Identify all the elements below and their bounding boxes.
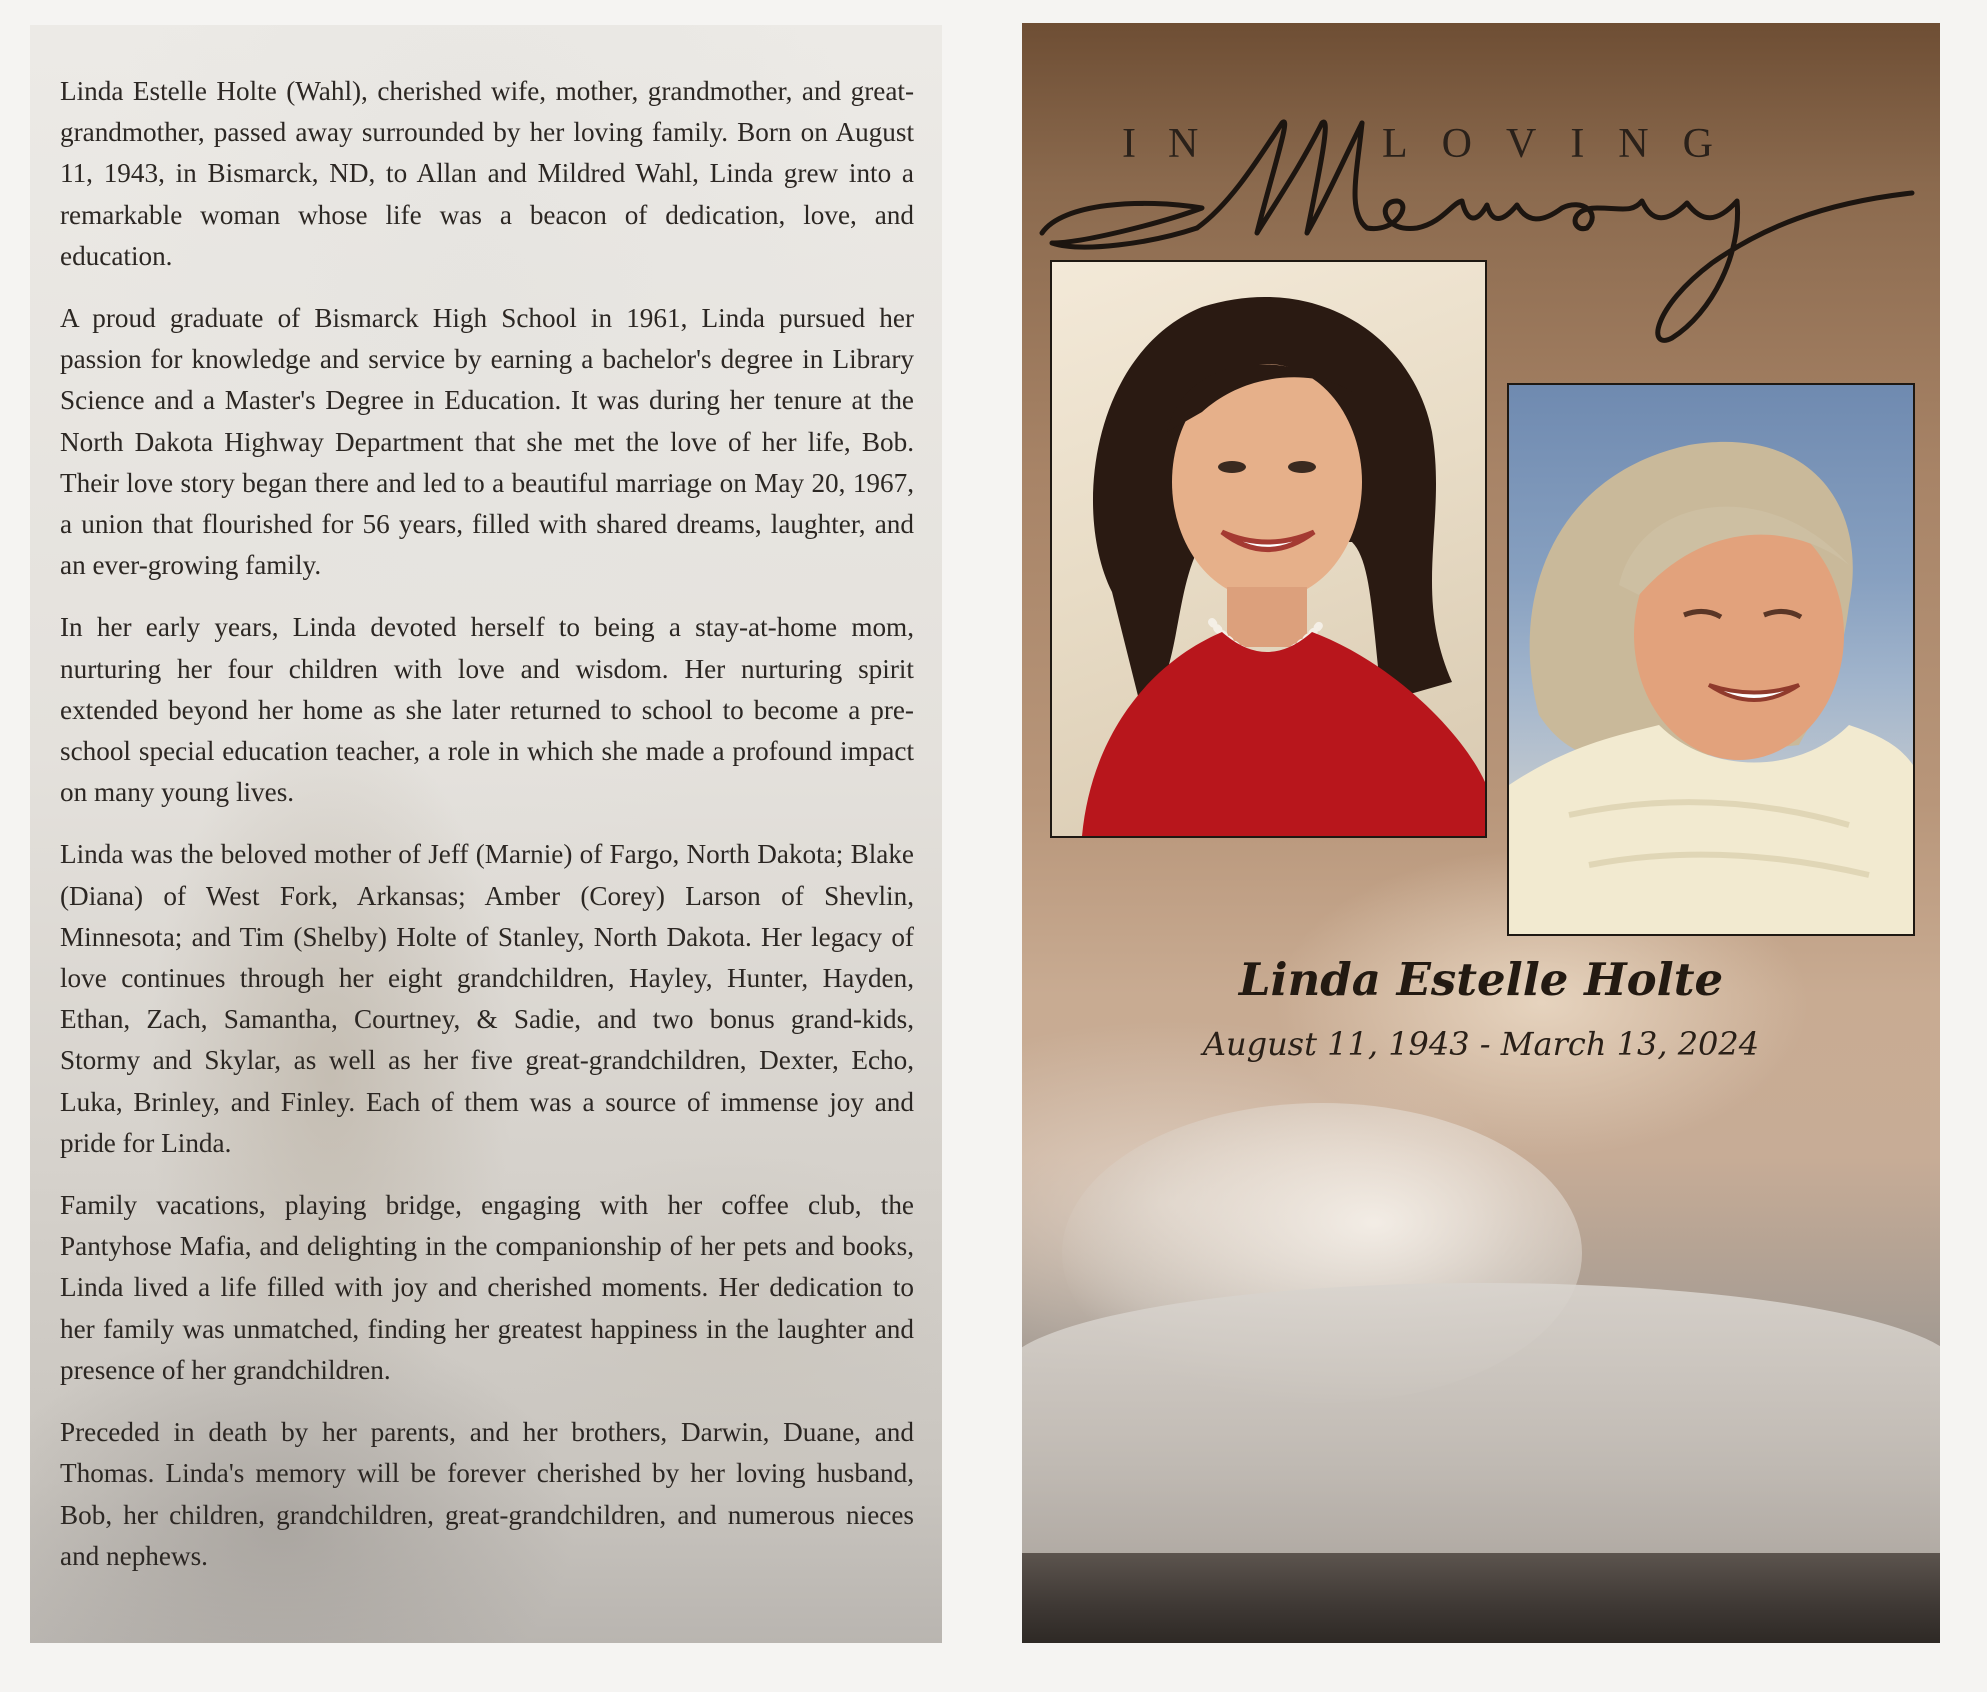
- obituary-paragraph-6: Preceded in death by her parents, and her brothers, Darwin, Duane, and Thomas. Linda's memory will be forever cherished by her loving husband, Bob, her children, grandchildren, great-grandchildren, and numerous nieces and nephews.: [60, 1417, 914, 1571]
- obituary-paragraph-4: Linda was the beloved mother of Jeff (Marnie) of Fargo, North Dakota; Blake (Diana) of West Fork, Arkansas; Amber (Corey) Larson of Shevlin, Minnesota; and Tim (Shelby) Holte of Stanley, North Dakota. Her legacy of love continues through her eight grandchildren, Hayley, Hunter, Hayden, Ethan, Zach, Samantha, Courtney, & Sadie, and two bonus grand-kids, Stormy and Skylar, as well as her five great-grandchildren, Dexter, Echo, Luka, Brinley, and Finley. Each of them was a source of immense joy and pride for Linda.: [60, 839, 914, 1158]
- portrait-young-illustration: [1052, 262, 1485, 836]
- cover-panel: [1022, 23, 1940, 1643]
- portrait-young-photo: [1050, 260, 1487, 838]
- decedent-name: Linda Estelle Holte: [1238, 953, 1724, 1006]
- heading-in: IN: [1122, 121, 1231, 167]
- obituary-paragraph-2: A proud graduate of Bismarck High School in 1961, Linda pursued her passion for knowledge and service by earning a bachelor's degree in Library Science and a Master's Degree in Education. It was during her tenure at the North Dakota Highway Department that she met the love of her life, Bob. Their love story began there and led to a beautiful marriage on May 20, 1967, a union that flourished for 56 years, filled with shared dreams, laughter, and an ever-growing family.: [60, 303, 914, 581]
- obituary-panel: [30, 25, 942, 1643]
- obituary-paragraph-1: Linda Estelle Holte (Wahl), cherished wife, mother, grandmother, and great-grandmother, passed away surrounded by her loving family. Born on August 11, 1943, in Bismarck, ND, to Allan and Mildred Wahl, Linda grew into a remarkable woman whose life was a beacon of dedication, love, and education.: [60, 76, 914, 271]
- table-edge-background: [1022, 1553, 1940, 1643]
- heading-loving: LOVING: [1382, 121, 1747, 167]
- open-book-background: [1022, 1283, 1940, 1583]
- portrait-older-illustration: [1509, 385, 1913, 934]
- obituary-paragraph-3: In her early years, Linda devoted herself to being a stay-at-home mom, nurturing her four children with love and wisdom. Her nurturing spirit extended beyond her home as she later returned to school to become a pre-school special education teacher, a role in which she made a profound impact on many young lives.: [60, 612, 914, 808]
- life-dates: August 11, 1943 - March 13, 2024: [1202, 1025, 1760, 1063]
- obituary-paragraph-5: Family vacations, playing bridge, engaging with her coffee club, the Pantyhose Mafia, and delighting in the companionship of her pets and books, Linda lived a life filled with joy and cherished moments. Her dedication to her family was unmatched, finding her greatest happiness in the laughter and presence of her grandchildren.: [60, 1190, 914, 1385]
- portrait-older-photo: [1507, 383, 1915, 936]
